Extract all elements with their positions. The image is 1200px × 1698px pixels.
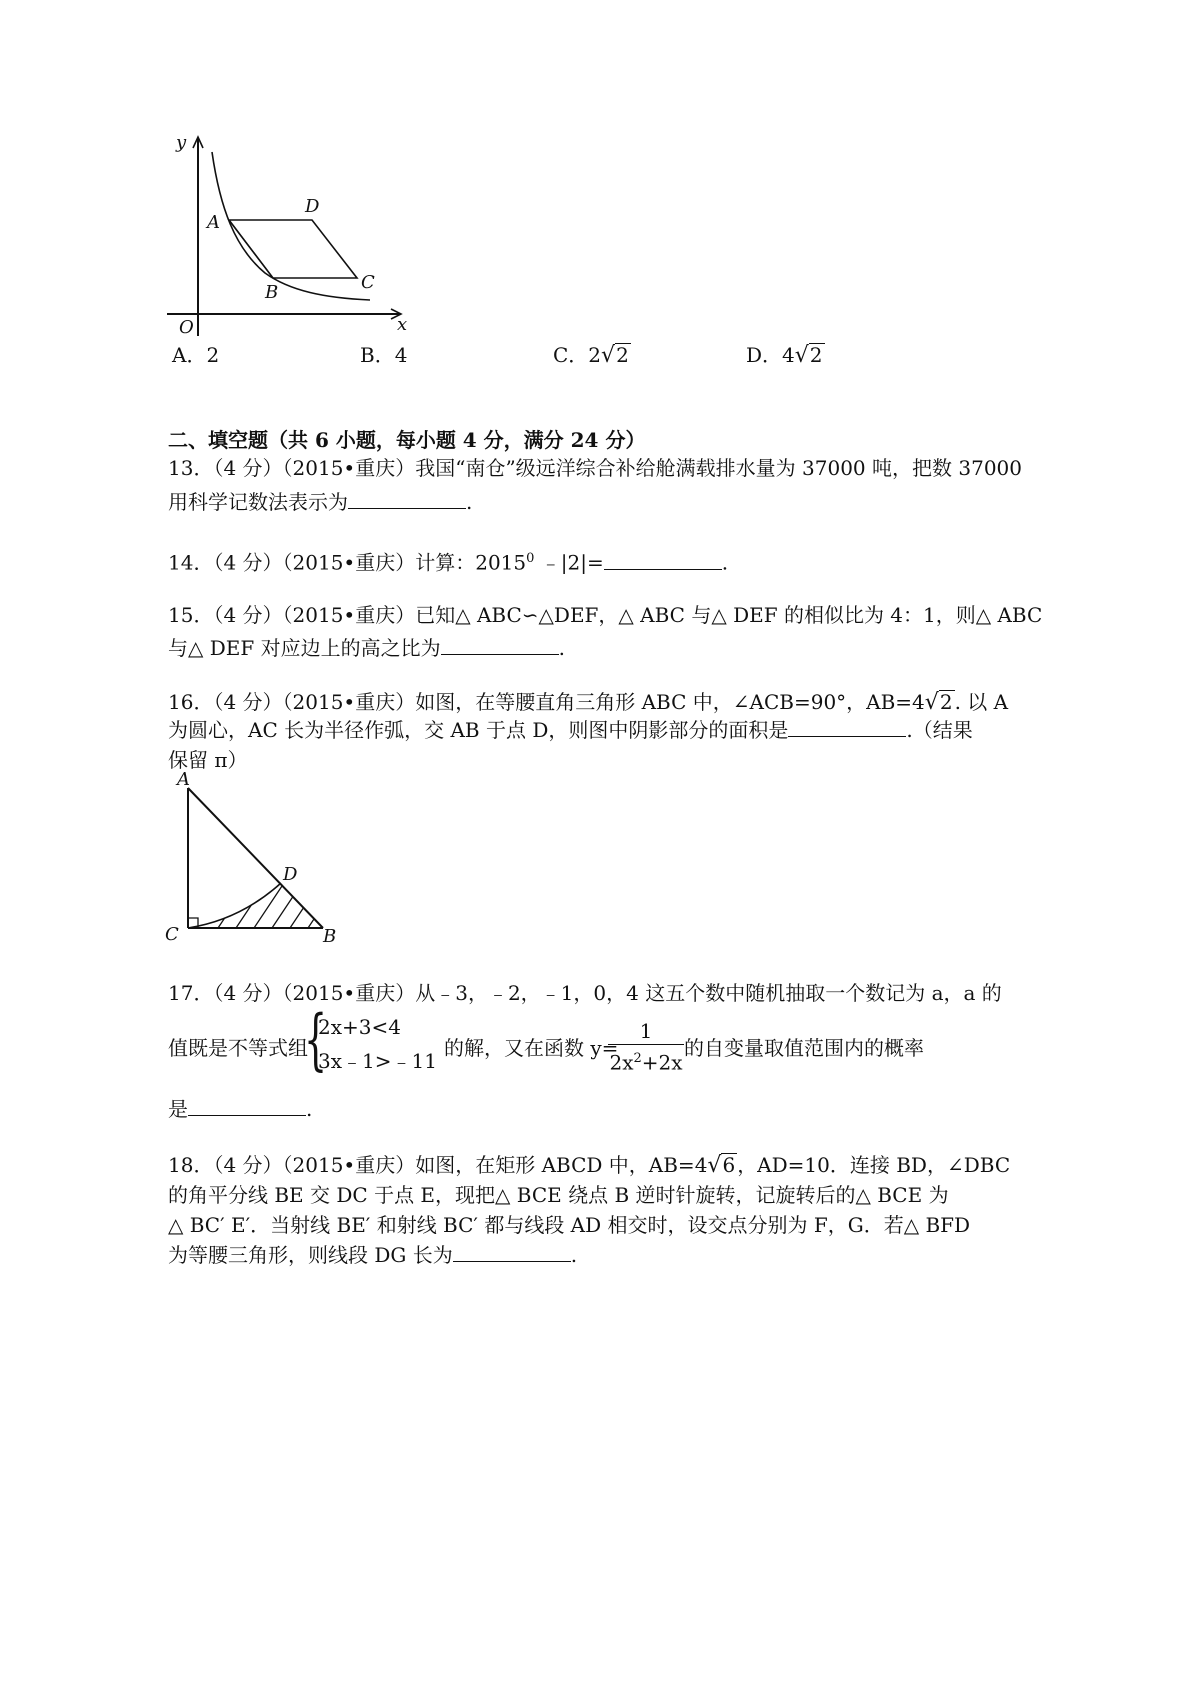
parallelogram-abcd — [229, 220, 357, 278]
arc-cd — [188, 883, 281, 928]
label-d: D — [305, 196, 320, 217]
q18-line2: 的角平分线 BE 交 DC 于点 E，现把△ BCE 绕点 B 逆时针旋转，记旋转后的△ BCE 为 — [168, 1183, 949, 1207]
q18-line1-suffix: ，AD=10．连接 BD，∠DBC — [737, 1153, 1011, 1177]
q16-line2-end: .（结果 — [906, 718, 973, 742]
label-c: C — [165, 924, 179, 945]
fraction-den-base: 2x — [609, 1050, 634, 1075]
fraction-numerator: 1 — [639, 1019, 653, 1043]
radical-sign: √ — [794, 343, 809, 368]
option-c-radicand: 2 — [616, 343, 629, 367]
q16-radicand: 2 — [939, 690, 953, 714]
option-d — [746, 340, 825, 371]
q18-line3: △ BC′ E′．当射线 BE′ 和射线 BC′ 都与线段 AD 相交时，设交点分别为 F，G．若△ BFD — [168, 1213, 971, 1237]
q12-figure — [165, 128, 425, 343]
q16-figure — [160, 770, 350, 950]
left-brace: { — [304, 1001, 328, 1078]
q17-line3 — [168, 1094, 312, 1124]
q16-line1 — [168, 687, 1008, 718]
option-d-radicand: 2 — [809, 343, 823, 367]
radical-sign: √ — [601, 343, 616, 368]
q17-line2-suffix: 的自变量取值范围内的概率 — [684, 1036, 924, 1060]
q15-line1: 15．（4 分）（2015•重庆）已知△ ABC∽△DEF，△ ABC 与△ DEF 的相似比为 4：1，则△ ABC — [168, 603, 1043, 627]
option-d-prefix: D．4 — [746, 343, 795, 367]
answer-blank — [188, 1095, 306, 1116]
radical-sign: √ — [924, 690, 939, 715]
label-a: A — [207, 212, 220, 233]
option-a: A．2 — [172, 343, 220, 367]
q17-line2-mid: 的解，又在函数 y= — [444, 1036, 619, 1060]
q16-line2 — [168, 715, 973, 745]
q17-line3-text: 是 — [168, 1097, 188, 1121]
answer-blank — [453, 1241, 571, 1262]
q13-end: . — [466, 490, 473, 514]
fraction-den-tail: +2x — [641, 1050, 683, 1075]
label-b: B — [265, 282, 279, 303]
q18-line1-prefix: 18．（4 分）（2015•重庆）如图，在矩形 ABCD 中，AB=4 — [168, 1153, 708, 1177]
answer-blank — [348, 488, 466, 509]
q14-text: 14．（4 分）（2015•重庆）计算：2015 — [168, 550, 527, 575]
q18-line4-text: 为等腰三角形，则线段 DG 长为 — [168, 1243, 453, 1267]
q13-line2 — [168, 487, 472, 517]
label-d: D — [283, 864, 298, 885]
label-x: x — [397, 314, 408, 335]
q16-line1-prefix: 16．（4 分）（2015•重庆）如图，在等腰直角三角形 ABC 中，∠ACB=90°，AB=4 — [168, 690, 925, 714]
q18-radicand: 6 — [722, 1153, 736, 1177]
label-c: C — [361, 272, 375, 293]
q14-exponent: 0 — [526, 551, 535, 566]
q18-end: . — [570, 1243, 578, 1267]
q16-line1-suffix: . 以 A — [954, 690, 1009, 714]
segment-ab — [229, 220, 273, 278]
inequality-1: 2x+3<4 — [318, 1015, 401, 1039]
q14-line — [168, 544, 728, 578]
q18-line4 — [168, 1240, 577, 1270]
fraction-denominator — [608, 1045, 684, 1077]
answer-blank — [604, 549, 722, 570]
q15-end: . — [558, 636, 565, 660]
inequality-2: 3x﹣1>﹣11 — [318, 1049, 437, 1073]
q16-line2-text: 为圆心，AC 长为半径作弧，交 AB 于点 D，则图中阴影部分的面积是 — [168, 718, 789, 742]
label-o: O — [179, 317, 194, 338]
side-ab — [188, 788, 323, 928]
q13-line1: 13．（4 分）（2015•重庆）我国“南仓”级远洋综合补给舱满载排水量为 37000 吨，把数 37000 — [168, 456, 1022, 480]
section-heading: 二、填空题（共 6 小题，每小题 4 分，满分 24 分） — [168, 428, 646, 452]
fraction — [608, 1018, 684, 1077]
q14-end: . — [721, 550, 729, 575]
answer-blank — [441, 634, 559, 655]
label-a: A — [177, 770, 190, 790]
q15-line2 — [168, 633, 565, 663]
q18-line1 — [168, 1150, 1010, 1181]
option-c — [553, 340, 631, 371]
label-b: B — [323, 926, 337, 947]
q16-line3: 保留 π） — [168, 748, 248, 772]
q17-end: . — [306, 1097, 313, 1121]
q17-line1: 17．（4 分）（2015•重庆）从﹣3，﹣2，﹣1，0，4 这五个数中随机抽取一个数记为 a，a 的 — [168, 981, 1002, 1005]
fraction-den-exponent: 2 — [633, 1051, 642, 1066]
q17-line2-prefix: 值既是不等式组 — [168, 1036, 308, 1060]
radical-sign: √ — [707, 1153, 722, 1178]
option-b: B．4 — [360, 343, 408, 367]
label-y: y — [176, 132, 187, 153]
option-c-prefix: C．2 — [553, 343, 602, 367]
q14-text2: ﹣|2|= — [534, 550, 604, 575]
q15-line2-text: 与△ DEF 对应边上的高之比为 — [168, 636, 441, 660]
q13-line2-text: 用科学记数法表示为 — [168, 490, 348, 514]
answer-blank — [788, 716, 906, 737]
